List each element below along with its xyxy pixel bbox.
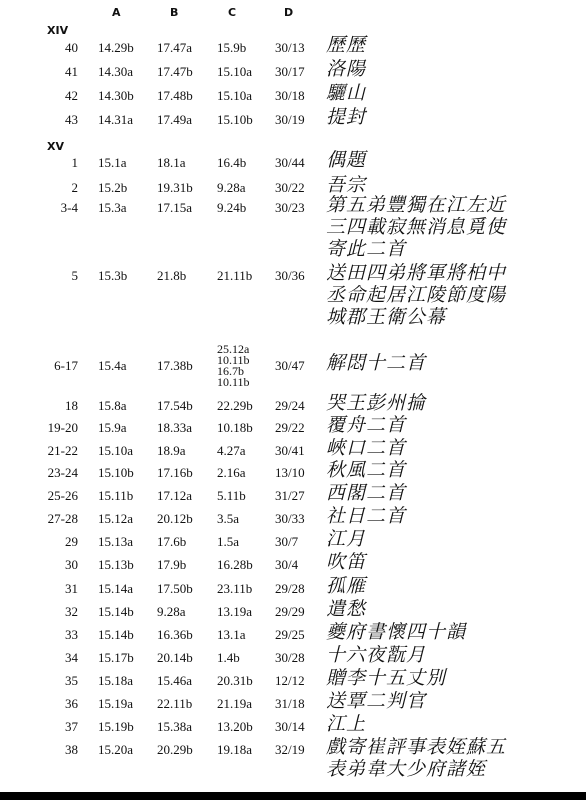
bottom-border xyxy=(0,792,586,800)
col-b-value: 17.9b xyxy=(157,557,187,572)
poem-title xyxy=(326,599,366,621)
col-d-value: 30/28 xyxy=(275,650,305,665)
row-number: 5 xyxy=(71,268,78,283)
col-b-value: 15.38a xyxy=(157,719,193,734)
col-c-value: 13.1a xyxy=(217,627,246,642)
col-b-value: 18.1a xyxy=(157,155,186,170)
poem-title-line: 覆舟二首 xyxy=(326,415,407,436)
poem-title xyxy=(326,150,366,172)
poem-title xyxy=(326,645,426,667)
row-number: 21-22 xyxy=(47,443,78,458)
col-c-value: 15.10b xyxy=(217,112,253,127)
col-c-value: 16.4b xyxy=(217,155,247,170)
col-c-value: 13.19a xyxy=(217,604,253,619)
col-c-value: 2.16a xyxy=(217,465,246,480)
col-c-value: 10.11b xyxy=(217,375,250,389)
row-number: 35 xyxy=(65,673,78,688)
col-d-value: 30/19 xyxy=(275,112,305,127)
row-number: 34 xyxy=(65,650,78,665)
col-b-value: 20.12b xyxy=(157,511,193,526)
col-d-value: 32/19 xyxy=(275,742,305,757)
col-c-value: 9.24b xyxy=(217,200,247,215)
col-c-value: 4.27a xyxy=(217,443,246,458)
col-a-value: 15.17b xyxy=(98,650,134,665)
poem-title xyxy=(326,668,446,690)
col-b-value: 20.14b xyxy=(157,650,193,665)
row-number: 25-26 xyxy=(47,488,78,503)
col-c-value: 16.7b xyxy=(217,364,244,378)
col-a-value: 15.8a xyxy=(98,398,127,413)
poem-title xyxy=(326,552,366,574)
row-number: 31 xyxy=(65,581,78,596)
col-c-value: 19.18a xyxy=(217,742,253,757)
col-c-value: 23.11b xyxy=(217,581,253,596)
section-label: XV xyxy=(47,140,64,153)
col-d-value: 12/12 xyxy=(275,673,305,688)
col-b-value: 17.49a xyxy=(157,112,193,127)
poem-title-line: 城郡王衛公幕 xyxy=(326,307,447,328)
col-d-value: 30/41 xyxy=(275,443,305,458)
poem-title xyxy=(326,175,366,197)
col-b-value: 17.47a xyxy=(157,40,193,55)
poem-title xyxy=(326,529,366,551)
header-d: D xyxy=(284,6,294,19)
col-a-value: 15.13b xyxy=(98,557,134,572)
row-number: 27-28 xyxy=(47,511,78,526)
col-c-value: 21.11b xyxy=(217,268,253,283)
col-c-value: 15.10a xyxy=(217,64,253,79)
poem-title-line: 驪山 xyxy=(326,83,367,104)
poem-title-line: 洛陽 xyxy=(326,59,367,80)
poem-title xyxy=(326,714,366,736)
col-c-value: 9.28a xyxy=(217,180,246,195)
col-a-value: 15.3a xyxy=(98,200,127,215)
poem-title-line: 十六夜翫月 xyxy=(326,645,427,666)
poem-title xyxy=(326,460,406,482)
col-d-value: 30/36 xyxy=(275,268,305,283)
col-d-value: 13/10 xyxy=(275,465,305,480)
col-d-value: 30/7 xyxy=(275,534,299,549)
col-a-value: 15.3b xyxy=(98,268,128,283)
row-number: 2 xyxy=(71,180,78,195)
col-c-value: 25.12a xyxy=(217,342,250,356)
row-number: 19-20 xyxy=(47,420,78,435)
col-d-value: 30/13 xyxy=(275,40,305,55)
col-a-value: 15.14a xyxy=(98,581,134,596)
col-c-value: 20.31b xyxy=(217,673,253,688)
header-a: A xyxy=(112,6,121,19)
header-b: B xyxy=(170,6,179,19)
col-b-value: 22.11b xyxy=(157,696,193,711)
col-b-value: 17.6b xyxy=(157,534,187,549)
section-label: XIV xyxy=(47,24,69,37)
col-c-value: 16.28b xyxy=(217,557,253,572)
col-c-value: 1.4b xyxy=(217,650,240,665)
row-number: 37 xyxy=(65,719,78,734)
row-number: 1 xyxy=(71,155,78,170)
col-a-value: 15.10b xyxy=(98,465,134,480)
poem-title xyxy=(326,83,366,105)
col-a-value: 15.14b xyxy=(98,604,134,619)
col-a-value: 14.29b xyxy=(98,40,134,55)
col-d-value: 30/17 xyxy=(275,64,305,79)
poem-title xyxy=(326,576,366,598)
row-number: 41 xyxy=(65,64,78,79)
row-number: 43 xyxy=(65,112,78,127)
col-c-value: 10.18b xyxy=(217,420,253,435)
col-b-value: 15.46a xyxy=(157,673,193,688)
col-c-value: 3.5a xyxy=(217,511,240,526)
col-d-value: 30/33 xyxy=(275,511,305,526)
col-b-value: 17.50b xyxy=(157,581,193,596)
poem-title-line: 吾宗 xyxy=(326,175,367,196)
col-b-value: 18.33a xyxy=(157,420,193,435)
row-number: 29 xyxy=(65,534,78,549)
col-b-value: 9.28a xyxy=(157,604,186,619)
col-b-value: 17.12a xyxy=(157,488,193,503)
row-number: 33 xyxy=(65,627,78,642)
col-c-value: 5.11b xyxy=(217,488,246,503)
poem-title-line: 送覃二判官 xyxy=(326,691,427,712)
col-c-value: 15.10a xyxy=(217,88,253,103)
poem-title-line: 秋風二首 xyxy=(326,460,407,481)
poem-title xyxy=(326,107,366,129)
row-number: 18 xyxy=(65,398,78,413)
col-d-value: 29/25 xyxy=(275,627,305,642)
poem-title-line: 表弟韋大少府諸姪 xyxy=(326,759,487,780)
col-a-value: 15.19b xyxy=(98,719,134,734)
col-a-value: 15.20a xyxy=(98,742,134,757)
row-number: 32 xyxy=(65,604,78,619)
col-a-value: 15.1a xyxy=(98,155,127,170)
col-a-value: 15.13a xyxy=(98,534,134,549)
col-a-value: 15.12a xyxy=(98,511,134,526)
col-d-value: 30/22 xyxy=(275,180,305,195)
col-a-value: 14.30b xyxy=(98,88,134,103)
poem-title-line: 提封 xyxy=(326,107,367,128)
poem-title xyxy=(326,506,406,528)
col-b-value: 17.48b xyxy=(157,88,193,103)
poem-title xyxy=(326,483,406,505)
poem-title-line: 江月 xyxy=(326,529,367,550)
col-a-value: 15.11b xyxy=(98,488,134,503)
col-b-value: 20.29b xyxy=(157,742,193,757)
col-a-value: 15.9a xyxy=(98,420,127,435)
poem-title-line: 吹笛 xyxy=(326,552,367,573)
row-number: 6-17 xyxy=(54,358,78,373)
col-c-value: 22.29b xyxy=(217,398,253,413)
poem-title xyxy=(326,691,426,713)
poem-title xyxy=(326,622,466,644)
col-d-value: 29/29 xyxy=(275,604,305,619)
col-d-value: 30/18 xyxy=(275,88,305,103)
col-b-value: 19.31b xyxy=(157,180,193,195)
poem-title-line: 第五弟豐獨在江左近 xyxy=(326,195,507,216)
col-a-value: 14.30a xyxy=(98,64,134,79)
poem-title xyxy=(326,737,506,781)
col-d-value: 30/44 xyxy=(275,155,305,170)
row-number: 40 xyxy=(65,40,78,55)
header-c: C xyxy=(228,6,237,19)
col-b-value: 21.8b xyxy=(157,268,187,283)
poem-title-line: 哭王彭州掄 xyxy=(326,393,427,414)
poem-title-line: 寄此二首 xyxy=(326,239,407,260)
col-d-value: 31/18 xyxy=(275,696,305,711)
col-c-values xyxy=(217,344,250,388)
col-a-value: 15.18a xyxy=(98,673,134,688)
poem-title-line: 贈李十五丈別 xyxy=(326,668,447,689)
poem-title-line: 送田四弟將軍將柏中 xyxy=(326,263,507,284)
col-b-value: 17.38b xyxy=(157,358,193,373)
poem-title xyxy=(326,195,506,261)
col-d-value: 31/27 xyxy=(275,488,305,503)
col-b-value: 17.54b xyxy=(157,398,193,413)
row-number: 42 xyxy=(65,88,78,103)
poem-title-line: 丞命起居江陵節度陽 xyxy=(326,285,507,306)
col-a-value: 14.31a xyxy=(98,112,134,127)
poem-title-line: 偶題 xyxy=(326,150,367,171)
col-c-value: 10.11b xyxy=(217,353,250,367)
row-number: 30 xyxy=(65,557,78,572)
col-a-value: 15.4a xyxy=(98,358,127,373)
col-c-value: 15.9b xyxy=(217,40,247,55)
poem-title xyxy=(326,393,426,415)
row-number: 38 xyxy=(65,742,78,757)
poem-title-line: 社日二首 xyxy=(326,506,407,527)
poem-title-line: 江上 xyxy=(326,714,367,735)
row-number: 36 xyxy=(65,696,78,711)
col-b-value: 17.15a xyxy=(157,200,193,215)
poem-title-line: 夔府書懷四十韻 xyxy=(326,622,467,643)
poem-title xyxy=(326,353,426,375)
poem-title-line: 三四載寂無消息覓使 xyxy=(326,217,507,238)
col-d-value: 29/24 xyxy=(275,398,305,413)
poem-title-line: 孤雁 xyxy=(326,576,367,597)
col-d-value: 30/47 xyxy=(275,358,305,373)
col-d-value: 30/4 xyxy=(275,557,299,572)
col-c-value: 1.5a xyxy=(217,534,240,549)
poem-title xyxy=(326,35,366,57)
col-a-value: 15.2b xyxy=(98,180,128,195)
col-c-value: 13.20b xyxy=(217,719,253,734)
col-a-value: 15.14b xyxy=(98,627,134,642)
poem-title xyxy=(326,59,366,81)
col-b-value: 17.47b xyxy=(157,64,193,79)
row-number: 23-24 xyxy=(47,465,78,480)
col-d-value: 30/14 xyxy=(275,719,305,734)
col-b-value: 16.36b xyxy=(157,627,193,642)
col-d-value: 30/23 xyxy=(275,200,305,215)
poem-title-line: 遣愁 xyxy=(326,599,367,620)
col-c-value: 21.19a xyxy=(217,696,253,711)
poem-title-line: 峽口二首 xyxy=(326,438,407,459)
col-b-value: 18.9a xyxy=(157,443,186,458)
poem-title-line: 西閣二首 xyxy=(326,483,407,504)
col-b-value: 17.16b xyxy=(157,465,193,480)
col-d-value: 29/22 xyxy=(275,420,305,435)
poem-title-line: 歷歷 xyxy=(326,35,367,56)
poem-title-line: 戲寄崔評事表姪蘇五 xyxy=(326,737,507,758)
col-a-value: 15.10a xyxy=(98,443,134,458)
col-a-value: 15.19a xyxy=(98,696,134,711)
poem-title xyxy=(326,263,506,329)
poem-title xyxy=(326,415,406,437)
poem-title xyxy=(326,438,406,460)
col-d-value: 29/28 xyxy=(275,581,305,596)
row-number: 3-4 xyxy=(60,200,78,215)
poem-title-line: 解悶十二首 xyxy=(326,353,427,374)
